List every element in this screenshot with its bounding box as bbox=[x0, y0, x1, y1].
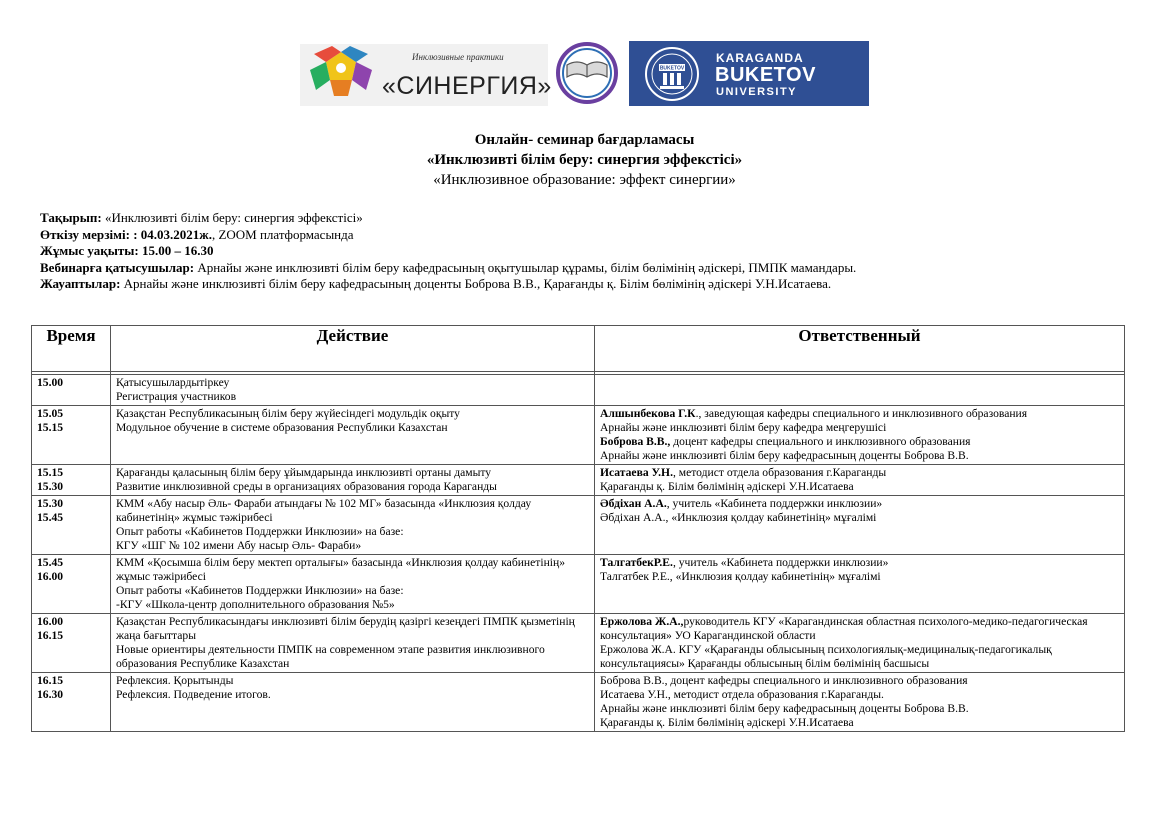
buketov-line-1: KARAGANDA bbox=[716, 51, 804, 65]
info-topic: Тақырып: «Инклюзивті білім беру: синергия эффекстісі» bbox=[40, 210, 363, 225]
responsible-line bbox=[600, 643, 1119, 671]
time-value: 16.15 bbox=[37, 674, 64, 687]
time-value: 15.15 bbox=[37, 466, 64, 479]
time-cell bbox=[32, 496, 111, 555]
time-value: 15.15 bbox=[37, 421, 64, 434]
sinergia-subtitle: Инклюзивные практики bbox=[412, 52, 504, 62]
action-line: Қатысушылардытіркеу bbox=[116, 376, 230, 389]
action-cell bbox=[111, 375, 595, 406]
responsible-text: Ержолова Ж.А. КГУ «Қарағанды облысының психологиялық-медициналық-педагогикалық консультациясы» Қарағанды облысының білім бөлімінің басшысы bbox=[600, 643, 1052, 670]
time-cell bbox=[32, 465, 111, 496]
header-responsible: Ответственный bbox=[595, 326, 1125, 372]
time-cell bbox=[32, 673, 111, 732]
responsible-cell bbox=[595, 496, 1125, 555]
action-line: Опыт работы «Кабинетов Поддержки Инклюзии» на базе: bbox=[116, 584, 404, 597]
time-value: 15.30 bbox=[37, 480, 64, 493]
header-action: Действие bbox=[111, 326, 595, 372]
title-line-1: Онлайн- семинар бағдарламасы bbox=[474, 132, 695, 148]
action-line: Регистрация участников bbox=[116, 390, 237, 403]
responsible-line bbox=[600, 556, 1119, 570]
table-row bbox=[32, 614, 1125, 673]
action-cell bbox=[111, 614, 595, 673]
responsible-text: ., заведующая кафедры специального и инклюзивного образования bbox=[695, 407, 1028, 420]
responsible-line bbox=[600, 716, 1119, 730]
responsible-text: руководитель КГУ «Карагандинская областная психолого-медико-педагогическая консультация» УО Карагандинской области bbox=[600, 615, 1088, 642]
responsible-text: Боброва В.В., доцент кафедры специального и инклюзивного образования bbox=[600, 674, 968, 687]
responsible-line bbox=[600, 449, 1119, 463]
responsible-line bbox=[600, 688, 1119, 702]
buketov-line-2: BUKETOV bbox=[715, 64, 816, 86]
action-line: КММ «Қосымша білім беру мектеп орталығы» базасында «Инклюзия қолдау кабинетінің» жұмыс тәжірибесі bbox=[116, 556, 565, 583]
action-line: Модульное обучение в системе образования Республики Казахстан bbox=[116, 421, 448, 434]
action-cell bbox=[111, 406, 595, 465]
time-value: 15.30 bbox=[37, 497, 64, 510]
time-value: 15.00 bbox=[37, 376, 64, 389]
action-cell bbox=[111, 673, 595, 732]
time-value: 16.00 bbox=[37, 570, 64, 583]
time-cell bbox=[32, 614, 111, 673]
responsible-cell bbox=[595, 465, 1125, 496]
action-line: Қарағанды қаласының білім беру ұйымдарында инклюзивті ортаны дамыту bbox=[116, 466, 492, 479]
action-line: Новые ориентиры деятельности ПМПК на современном этапе развития инклюзивного образования Республике Казахстан bbox=[116, 643, 545, 670]
action-line: Қазақстан Республикасының білім беру жүйесіндегі модульдік оқыту bbox=[116, 407, 460, 420]
action-line: КММ «Абу насыр Әль- Фараби атындағы № 102 МГ» базасында «Инклюзия қолдау кабинетінің» жұмыс тәжірибесі bbox=[116, 497, 532, 524]
responsible-name: ТалгатбекР.Е. bbox=[600, 556, 673, 569]
action-line: Рефлексия. Қорытынды bbox=[116, 674, 234, 687]
responsible-text: Арнайы және инклюзивті білім беру кафедра меңгерушісі bbox=[600, 421, 887, 434]
time-cell bbox=[32, 406, 111, 465]
responsible-line bbox=[600, 407, 1119, 421]
sinergia-title: «СИНЕРГИЯ» bbox=[382, 72, 552, 100]
responsible-text: Арнайы және инклюзивті білім беру кафедрасының доценты Боброва В.В. bbox=[600, 449, 969, 462]
responsible-text: Арнайы және инклюзивті білім беру кафедрасының доценты Боброва В.В. bbox=[600, 702, 969, 715]
responsible-cell bbox=[595, 555, 1125, 614]
action-line: КГУ «ШГ № 102 имени Абу насыр Әль- Фараби» bbox=[116, 539, 362, 552]
responsible-cell bbox=[595, 375, 1125, 406]
action-cell bbox=[111, 496, 595, 555]
responsible-text: Талгатбек Р.Е., «Инклюзия қолдау кабинетінің» мұғалімі bbox=[600, 570, 881, 583]
responsible-cell bbox=[595, 406, 1125, 465]
seminar-info bbox=[40, 210, 856, 293]
document-titles bbox=[0, 130, 1169, 190]
responsible-line bbox=[600, 480, 1119, 494]
program-table bbox=[31, 325, 1125, 732]
title-line-2: «Инклюзивті білім беру: синергия эффекстісі» bbox=[426, 152, 743, 168]
buketov-logo bbox=[629, 41, 869, 106]
time-cell bbox=[32, 375, 111, 406]
time-value: 15.05 bbox=[37, 407, 64, 420]
responsible-name: Ержолова Ж.А., bbox=[600, 615, 684, 628]
action-cell bbox=[111, 555, 595, 614]
title-line-3: «Инклюзивное образование: эффект синергии» bbox=[433, 172, 736, 188]
responsible-name: Исатаева У.Н. bbox=[600, 466, 673, 479]
responsible-cell bbox=[595, 614, 1125, 673]
responsible-name: Боброва В.В., bbox=[600, 435, 671, 448]
responsible-text: , учитель «Кабинета поддержки инклюзии» bbox=[666, 497, 883, 510]
responsible-line bbox=[600, 674, 1119, 688]
responsible-line bbox=[600, 702, 1119, 716]
responsible-text: Қарағанды қ. Білім бөлімінің әдіскері У.Н.Исатаева bbox=[600, 716, 854, 729]
responsible-text: Исатаева У.Н., методист отдела образования г.Караганды. bbox=[600, 688, 884, 701]
responsible-line bbox=[600, 466, 1119, 480]
responsible-line bbox=[600, 511, 1119, 525]
table-row bbox=[32, 496, 1125, 555]
header-time: Время bbox=[32, 326, 111, 372]
action-line: -КГУ «Школа-центр дополнительного образования №5» bbox=[116, 598, 395, 611]
responsible-line bbox=[600, 615, 1119, 643]
info-responsible: Жауаптылар: Арнайы және инклюзивті білім беру кафедрасының доценты Боброва В.В., Қарағанды қ. Білім бөлімінің әдіскері У.Н.Исатаева. bbox=[40, 276, 832, 291]
time-value: 15.45 bbox=[37, 556, 64, 569]
buketov-line-3: UNIVERSITY bbox=[716, 86, 798, 98]
responsible-line bbox=[600, 435, 1119, 449]
table-row bbox=[32, 465, 1125, 496]
action-cell bbox=[111, 465, 595, 496]
book-emblem-icon bbox=[553, 41, 621, 106]
responsible-cell bbox=[595, 673, 1125, 732]
logo-bar bbox=[300, 41, 870, 106]
responsible-text: , учитель «Кабинета поддержки инклюзии» bbox=[672, 556, 889, 569]
sinergia-logo bbox=[300, 44, 552, 106]
responsible-text: доцент кафедры специального и инклюзивного образования bbox=[670, 435, 971, 448]
svg-text:BUKETOV: BUKETOV bbox=[659, 65, 685, 72]
responsible-line bbox=[600, 570, 1119, 584]
time-value: 15.45 bbox=[37, 511, 64, 524]
action-line: Развитие инклюзивной среды в организациях образования города Караганды bbox=[116, 480, 497, 493]
university-seal-icon bbox=[641, 45, 703, 103]
table-row bbox=[32, 673, 1125, 732]
time-cell bbox=[32, 555, 111, 614]
responsible-line bbox=[600, 421, 1119, 435]
time-value: 16.30 bbox=[37, 688, 64, 701]
responsible-text: Әбдіхан А.А., «Инклюзия қолдау кабинетінің» мұғалімі bbox=[600, 511, 877, 524]
action-line: Рефлексия. Подведение итогов. bbox=[116, 688, 271, 701]
table-row bbox=[32, 406, 1125, 465]
responsible-text: , методист отдела образования г.Караганды bbox=[672, 466, 887, 479]
responsible-text: Қарағанды қ. Білім бөлімінің әдіскері У.Н.Исатаева bbox=[600, 480, 854, 493]
time-value: 16.15 bbox=[37, 629, 64, 642]
info-time: Жұмыс уақыты: 15.00 – 16.30 bbox=[40, 243, 214, 258]
table-row bbox=[32, 375, 1125, 406]
table-row bbox=[32, 555, 1125, 614]
sinergia-emblem-icon bbox=[304, 44, 379, 106]
action-line: Опыт работы «Кабинетов Поддержки Инклюзии» на базе: bbox=[116, 525, 404, 538]
time-value: 16.00 bbox=[37, 615, 64, 628]
responsible-name: Әбдіхан А.А. bbox=[600, 497, 667, 510]
responsible-line bbox=[600, 497, 1119, 511]
action-line: Қазақстан Республикасындағы инклюзивті білім берудің қазіргі кезеңдегі ПМПК қызметінің жаңа бағыттары bbox=[116, 615, 575, 642]
info-participants: Вебинарға қатысушылар: Арнайы және инклюзивті білім беру кафедрасының оқытушылар құрамы, білім бөлімінің әдіскері, ПМПК мамандары. bbox=[40, 259, 857, 275]
responsible-name: Алшынбекова Г.К bbox=[600, 407, 696, 420]
table-header-row bbox=[32, 326, 1125, 372]
info-date: Өткізу мерзімі: : 04.03.2021ж., ZOOM платформасында bbox=[40, 226, 354, 242]
